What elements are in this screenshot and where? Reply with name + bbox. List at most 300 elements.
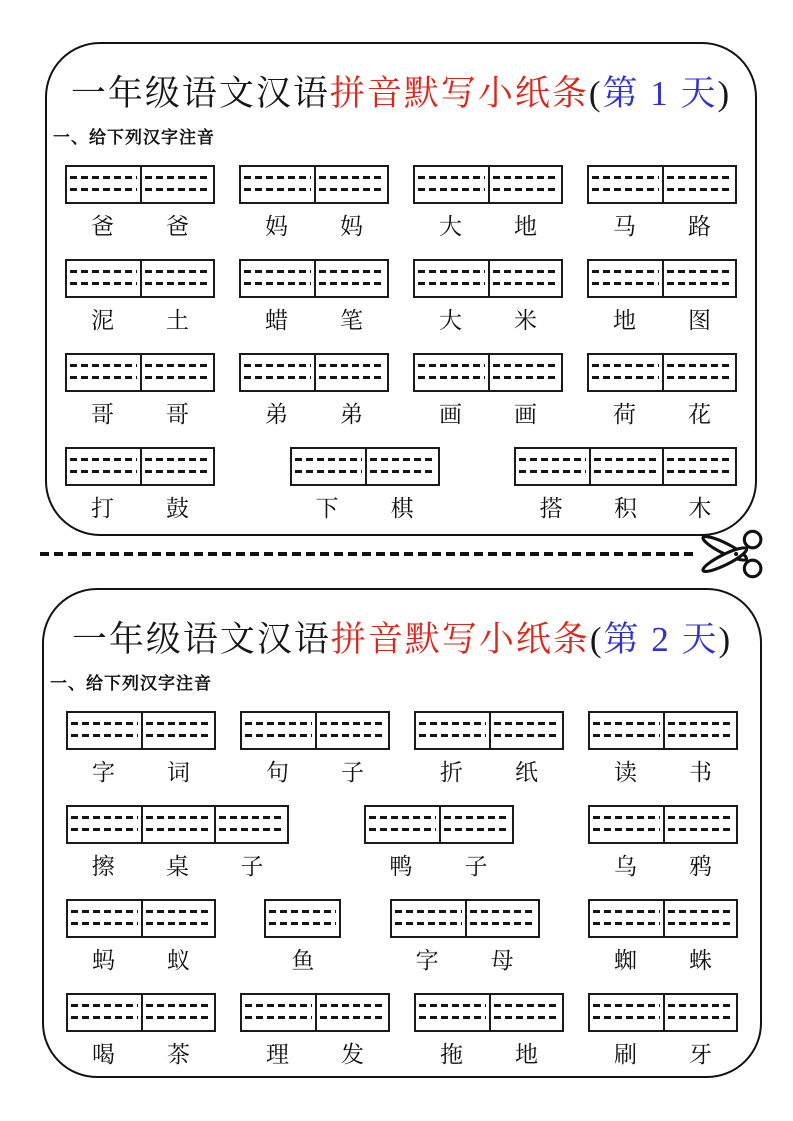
dashed-guideline: [70, 458, 137, 461]
word-characters: [414, 1036, 564, 1069]
character: 大: [439, 308, 462, 333]
word-group: [414, 993, 564, 1069]
character: 花: [688, 402, 711, 427]
character: 妈: [265, 214, 288, 239]
dashed-guideline: [71, 1016, 138, 1019]
dashed-guideline: [145, 364, 210, 367]
dashed-guideline: [592, 188, 659, 191]
character: 地: [514, 214, 537, 239]
dashed-guideline: [419, 1016, 486, 1019]
pinyin-cell: [292, 449, 365, 484]
dashed-guideline: [592, 364, 659, 367]
word-group: [240, 711, 390, 787]
word-row: [66, 993, 738, 1069]
pinyin-writing-box: [414, 711, 564, 750]
title-grade-part: 一年级语文汉语: [70, 74, 330, 113]
word-group: [587, 353, 737, 429]
dashed-guideline: [593, 734, 660, 737]
character: 画: [514, 402, 537, 427]
word-row: [65, 353, 737, 429]
pinyin-cell: [140, 355, 213, 390]
dashed-guideline: [319, 188, 384, 191]
word-group: [66, 805, 289, 881]
word-group: [413, 165, 563, 241]
pinyin-cell: [662, 167, 735, 202]
dashed-guideline: [494, 1016, 559, 1019]
dashed-guideline: [145, 470, 210, 473]
word-characters: [413, 302, 563, 335]
pinyin-writing-box: [587, 353, 737, 392]
dashed-guideline: [71, 828, 138, 831]
worksheet-title: [44, 612, 760, 662]
word-group: [66, 993, 216, 1069]
dashed-guideline: [418, 282, 485, 285]
dashed-guideline: [418, 176, 485, 179]
dashed-guideline: [145, 282, 210, 285]
character: 搭: [539, 496, 563, 521]
character: 母: [490, 948, 514, 973]
word-row: [65, 165, 737, 241]
word-characters: [65, 396, 215, 429]
pinyin-cell: [140, 449, 213, 484]
dashed-guideline: [494, 734, 559, 737]
section-instruction: 一、给下列汉字注音: [50, 674, 212, 693]
character: 子: [341, 760, 364, 785]
character: 鼓: [166, 496, 189, 521]
dashed-guideline: [145, 458, 210, 461]
character: 理: [266, 1042, 289, 1067]
character: 发: [341, 1042, 364, 1067]
pinyin-cell: [590, 713, 663, 748]
dashed-guideline: [70, 176, 137, 179]
character: 刷: [614, 1042, 637, 1067]
dashed-guideline: [319, 282, 384, 285]
word-characters: [239, 302, 389, 335]
dashed-guideline: [594, 458, 659, 461]
title-paren-close: ): [717, 74, 732, 113]
pinyin-writing-box: [588, 805, 738, 844]
title-day-part: 第 2 天: [603, 620, 719, 659]
dashed-guideline: [594, 470, 659, 473]
dashed-guideline: [593, 922, 660, 925]
dashed-guideline: [146, 816, 211, 819]
pinyin-cell: [516, 449, 589, 484]
dashed-guideline: [667, 282, 732, 285]
pinyin-cell: [67, 355, 140, 390]
dashed-guideline: [470, 922, 535, 925]
dashed-guideline: [269, 910, 336, 913]
pinyin-cell: [589, 261, 662, 296]
title-paren-open: (: [588, 74, 603, 113]
character: 下: [315, 496, 339, 521]
pinyin-writing-box: [587, 165, 737, 204]
pinyin-cell: [68, 995, 141, 1030]
title-day-part: 第 1 天: [602, 74, 718, 113]
dashed-guideline: [419, 722, 486, 725]
word-characters: [65, 302, 215, 335]
dashed-guideline: [71, 910, 138, 913]
pinyin-cell: [489, 713, 562, 748]
title-grade-part: 一年级语文汉语: [71, 620, 331, 659]
word-characters: [514, 490, 737, 523]
word-characters: [66, 1036, 216, 1069]
dashed-guideline: [245, 722, 312, 725]
scissors-icon: [701, 527, 765, 581]
pinyin-cell: [415, 355, 488, 390]
word-characters: [413, 396, 563, 429]
worksheet-slip-day2: [42, 588, 762, 1078]
dashed-guideline: [295, 458, 362, 461]
word-group: [240, 993, 390, 1069]
word-row: [66, 711, 738, 787]
word-group: [65, 165, 215, 241]
word-row: [66, 899, 738, 975]
dashed-guideline: [668, 828, 733, 831]
word-group: [65, 447, 215, 523]
character: 擦: [91, 854, 115, 879]
dashed-guideline: [668, 910, 733, 913]
dashed-guideline: [244, 176, 311, 179]
dashed-guideline: [369, 816, 436, 819]
word-characters: [239, 208, 389, 241]
dashed-guideline: [470, 910, 535, 913]
pinyin-cell: [415, 261, 488, 296]
dashed-guideline: [320, 722, 385, 725]
pinyin-cell: [663, 995, 736, 1030]
dashed-guideline: [320, 734, 385, 737]
pinyin-writing-box: [588, 993, 738, 1032]
character: 哥: [166, 402, 189, 427]
pinyin-cell: [214, 807, 287, 842]
dashed-guideline: [319, 376, 384, 379]
pinyin-cell: [141, 807, 214, 842]
character: 弟: [340, 402, 363, 427]
dashed-guideline: [418, 270, 485, 273]
dashed-guideline: [395, 910, 462, 913]
dashed-guideline: [593, 722, 660, 725]
dashed-guideline: [70, 470, 137, 473]
dashed-guideline: [70, 364, 137, 367]
pinyin-cell: [241, 261, 314, 296]
dashed-guideline: [244, 282, 311, 285]
pinyin-cell: [68, 713, 141, 748]
character: 鸦: [689, 854, 712, 879]
character: 马: [613, 214, 636, 239]
word-characters: [588, 754, 738, 787]
pinyin-cell: [140, 261, 213, 296]
dashed-guideline: [667, 470, 732, 473]
word-group: [588, 805, 738, 881]
word-characters: [587, 302, 737, 335]
dashed-guideline: [667, 176, 732, 179]
dashed-guideline: [519, 458, 586, 461]
dashed-guideline: [269, 922, 336, 925]
word-characters: [65, 490, 215, 523]
dashed-guideline: [667, 270, 732, 273]
dashed-guideline: [319, 176, 384, 179]
word-characters: [390, 942, 540, 975]
word-group: [239, 165, 389, 241]
word-group: [65, 353, 215, 429]
dashed-guideline: [71, 722, 138, 725]
pinyin-writing-box: [414, 993, 564, 1032]
pinyin-cell: [67, 261, 140, 296]
character: 蚂: [92, 948, 115, 973]
pinyin-writing-box: [588, 711, 738, 750]
pinyin-cell: [663, 807, 736, 842]
pinyin-writing-box: [390, 899, 540, 938]
dashed-guideline: [592, 176, 659, 179]
word-characters: [66, 942, 216, 975]
word-group: [587, 259, 737, 335]
dashed-guideline: [370, 458, 435, 461]
character: 蚁: [167, 948, 190, 973]
pinyin-cell: [241, 355, 314, 390]
word-group: [413, 259, 563, 335]
dashed-guideline: [145, 188, 210, 191]
character: 哥: [91, 402, 114, 427]
word-group: [413, 353, 563, 429]
pinyin-cell: [68, 901, 141, 936]
dashed-guideline: [245, 1004, 312, 1007]
word-group: [587, 165, 737, 241]
dashed-guideline: [668, 1016, 733, 1019]
pinyin-writing-box: [587, 259, 737, 298]
pinyin-cell: [590, 901, 663, 936]
dashed-guideline: [71, 734, 138, 737]
character: 词: [167, 760, 190, 785]
character: 字: [415, 948, 439, 973]
word-characters: [240, 754, 390, 787]
pinyin-cell: [590, 995, 663, 1030]
dashed-guideline: [146, 828, 211, 831]
pinyin-cell: [439, 807, 512, 842]
pinyin-cell: [589, 355, 662, 390]
dashed-guideline: [219, 816, 284, 819]
pinyin-writing-box: [364, 805, 514, 844]
dashed-guideline: [418, 364, 485, 367]
pinyin-writing-box: [240, 711, 390, 750]
pinyin-writing-box: [239, 353, 389, 392]
dashed-guideline: [493, 364, 558, 367]
word-characters: [413, 208, 563, 241]
dashed-guideline: [146, 734, 211, 737]
dashed-guideline: [444, 828, 509, 831]
word-characters: [239, 396, 389, 429]
pinyin-cell: [365, 449, 438, 484]
pinyin-cell: [662, 261, 735, 296]
word-characters: [588, 848, 738, 881]
pinyin-writing-box: [413, 259, 563, 298]
dashed-guideline: [71, 1004, 138, 1007]
character: 蜘: [613, 948, 637, 973]
dashed-guideline: [146, 1004, 211, 1007]
word-group: [414, 711, 564, 787]
word-group: [588, 899, 738, 975]
word-row: [65, 447, 737, 523]
pinyin-cell: [465, 901, 538, 936]
word-characters: [290, 490, 440, 523]
word-characters: [587, 396, 737, 429]
dashed-guideline: [245, 734, 312, 737]
dashed-cut-line: [40, 552, 695, 555]
dashed-guideline: [668, 734, 733, 737]
dashed-guideline: [70, 282, 137, 285]
character: 路: [688, 214, 711, 239]
pinyin-writing-box: [413, 353, 563, 392]
word-characters: [588, 942, 738, 975]
dashed-guideline: [592, 282, 659, 285]
title-pinyin-part: 拼音默写小纸条: [329, 74, 589, 113]
dashed-guideline: [320, 1004, 385, 1007]
character: 地: [613, 308, 636, 333]
character: 图: [688, 308, 711, 333]
dashed-guideline: [320, 1016, 385, 1019]
dashed-guideline: [70, 270, 137, 273]
character: 爸: [91, 214, 114, 239]
pinyin-cell: [315, 713, 388, 748]
dashed-guideline: [418, 188, 485, 191]
character: 笔: [340, 308, 363, 333]
character: 茶: [167, 1042, 190, 1067]
pinyin-writing-box: [66, 805, 289, 844]
dashed-guideline: [70, 188, 137, 191]
character: 木: [688, 496, 712, 521]
dashed-guideline: [244, 376, 311, 379]
word-group: [588, 993, 738, 1069]
word-characters: [240, 1036, 390, 1069]
dashed-guideline: [145, 176, 210, 179]
dashed-guideline: [668, 922, 733, 925]
word-group: [364, 805, 514, 881]
pinyin-cell: [416, 995, 489, 1030]
dashed-guideline: [667, 188, 732, 191]
character: 妈: [340, 214, 363, 239]
word-characters: [66, 848, 289, 881]
character: 地: [515, 1042, 538, 1067]
word-group: [390, 899, 540, 975]
character: 牙: [689, 1042, 712, 1067]
pinyin-cell: [266, 901, 339, 936]
dashed-guideline: [146, 1016, 211, 1019]
pinyin-writing-box: [264, 899, 341, 938]
pinyin-cell: [366, 807, 439, 842]
dashed-guideline: [146, 910, 211, 913]
character: 积: [613, 496, 637, 521]
dashed-guideline: [370, 470, 435, 473]
dashed-guideline: [592, 376, 659, 379]
character: 乌: [614, 854, 637, 879]
pinyin-writing-box: [65, 447, 215, 486]
dashed-guideline: [519, 470, 586, 473]
dashed-guideline: [70, 376, 137, 379]
character: 句: [266, 760, 289, 785]
title-paren-open: (: [589, 620, 604, 659]
pinyin-cell: [590, 807, 663, 842]
word-rows-container: [66, 711, 738, 1069]
character: 子: [464, 854, 488, 879]
word-group: [514, 447, 737, 523]
pinyin-writing-box: [239, 259, 389, 298]
dashed-guideline: [244, 270, 311, 273]
word-characters: [66, 754, 216, 787]
word-row: [65, 259, 737, 335]
character: 折: [440, 760, 463, 785]
dashed-guideline: [493, 176, 558, 179]
character: 鱼: [291, 948, 315, 973]
character: 书: [689, 760, 712, 785]
dashed-guideline: [245, 1016, 312, 1019]
pinyin-writing-box: [65, 353, 215, 392]
word-characters: [65, 208, 215, 241]
character: 蜡: [265, 308, 288, 333]
character: 鸭: [389, 854, 413, 879]
pinyin-cell: [416, 713, 489, 748]
dashed-guideline: [369, 828, 436, 831]
dashed-guideline: [419, 1004, 486, 1007]
character: 弟: [265, 402, 288, 427]
pinyin-cell: [662, 449, 735, 484]
character: 土: [166, 308, 189, 333]
pinyin-cell: [589, 449, 662, 484]
dashed-guideline: [395, 922, 462, 925]
pinyin-cell: [488, 355, 561, 390]
word-characters: [264, 942, 341, 975]
dashed-guideline: [667, 376, 732, 379]
dashed-guideline: [592, 270, 659, 273]
pinyin-writing-box: [65, 259, 215, 298]
pinyin-cell: [589, 167, 662, 202]
word-group: [239, 259, 389, 335]
dashed-guideline: [593, 816, 660, 819]
pinyin-cell: [141, 901, 214, 936]
dashed-guideline: [71, 816, 138, 819]
character: 蛛: [688, 948, 712, 973]
pinyin-writing-box: [65, 165, 215, 204]
dashed-guideline: [145, 270, 210, 273]
dashed-guideline: [493, 376, 558, 379]
pinyin-writing-box: [240, 993, 390, 1032]
dashed-guideline: [418, 376, 485, 379]
character: 荷: [613, 402, 636, 427]
dashed-guideline: [145, 376, 210, 379]
word-characters: [414, 754, 564, 787]
dashed-guideline: [419, 734, 486, 737]
dashed-guideline: [667, 364, 732, 367]
pinyin-writing-box: [66, 993, 216, 1032]
dashed-guideline: [667, 458, 732, 461]
word-characters: [588, 1036, 738, 1069]
word-row: [66, 805, 738, 881]
dashed-guideline: [244, 188, 311, 191]
worksheet-title: [47, 66, 755, 116]
dashed-guideline: [668, 722, 733, 725]
character: 米: [514, 308, 537, 333]
pinyin-writing-box: [66, 899, 216, 938]
pinyin-cell: [415, 167, 488, 202]
pinyin-writing-box: [514, 447, 737, 486]
pinyin-cell: [314, 355, 387, 390]
character: 子: [240, 854, 264, 879]
word-characters: [587, 208, 737, 241]
dashed-guideline: [244, 364, 311, 367]
pinyin-cell: [314, 261, 387, 296]
character: 打: [91, 496, 114, 521]
dashed-guideline: [493, 270, 558, 273]
dashed-guideline: [295, 470, 362, 473]
pinyin-cell: [242, 995, 315, 1030]
dashed-guideline: [146, 922, 211, 925]
